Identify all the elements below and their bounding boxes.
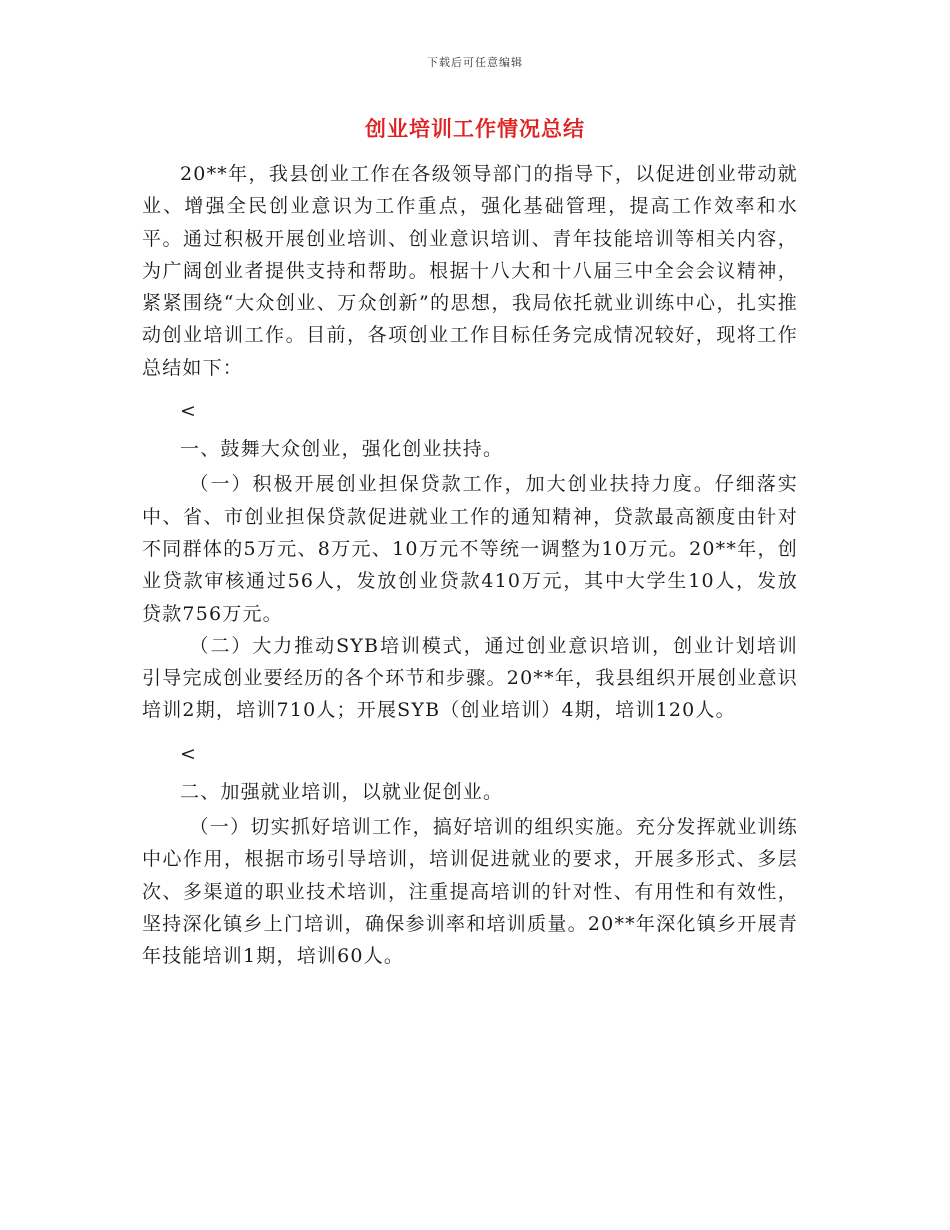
intro-paragraph: 20**年，我县创业工作在各级领导部门的指导下，以促进创业带动就业、增强全民创业意识为工作重点，强化基础管理，提高工作效率和水平。通过积极开展创业培训、创业意识培训、青年技能培训等相关内容，为广阔创业者提供支持和帮助。根据十八大和十八届三中全会会议精神，紧紧围绕“大众创业、万众创新”的思想，我局依托就业训练中心，扎实推动创业培训工作。目前，各项创业工作目标任务完成情况较好，现将工作总结如下： bbox=[142, 163, 798, 379]
section-heading-2: 二、加强就业培训，以就业促创业。 bbox=[180, 780, 504, 803]
document-title: 创业培训工作情况总结 bbox=[365, 116, 585, 141]
header-note: 下载后可任意编辑 bbox=[427, 56, 523, 69]
subsection-paragraph-2-1: （一）切实抓好培训工作，搞好培训的组织实施。充分发挥就业训练中心作用，根据市场引导培训，培训促进就业的要求，开展多形式、多层次、多渠道的职业技术培训，注重提高培训的针对性、有用性和有效性，坚持深化镇乡上门培训，确保参训率和培训质量。20**年深化镇乡开展青年技能培训1期，培训60人。 bbox=[142, 816, 798, 968]
subsection-paragraph-1-1: （一）积极开展创业担保贷款工作，加大创业扶持力度。仔细落实中、省、市创业担保贷款促进就业工作的通知精神，贷款最高额度由针对不同群体的5万元、8万元、10万元不等统一调整为10万元。20**年，创业贷款审核通过56人，发放创业贷款410万元，其中大学生10人，发放贷款756万元。 bbox=[142, 473, 798, 625]
document-body bbox=[142, 158, 798, 973]
section-marker: < bbox=[180, 742, 198, 765]
section-marker: < bbox=[180, 400, 198, 423]
section-heading-1: 一、鼓舞大众创业，强化创业扶持。 bbox=[180, 438, 504, 461]
subsection-paragraph-1-2: （二）大力推动SYB培训模式，通过创业意识培训，创业计划培训引导完成创业要经历的各个环节和步骤。20**年，我县组织开展创业意识培训2期，培训710人；开展SYB（创业培训）4期，培训120人。 bbox=[142, 634, 798, 722]
